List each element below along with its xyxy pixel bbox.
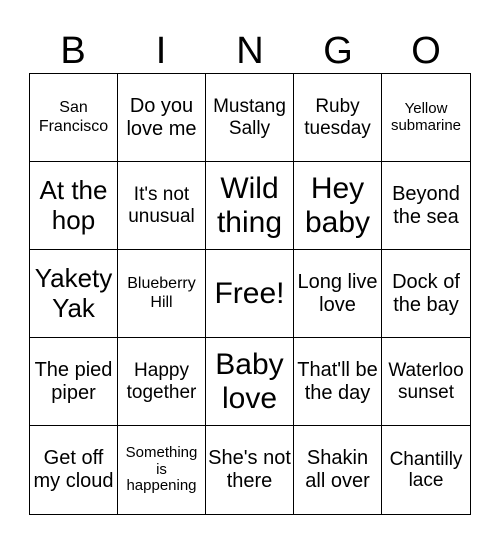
- bingo-square-label: Chantilly lace: [389, 448, 463, 491]
- bingo-square[interactable]: [294, 162, 382, 250]
- bingo-square[interactable]: [382, 426, 470, 514]
- bingo-square-label: Yellow submarine: [390, 99, 462, 134]
- bingo-square[interactable]: [206, 426, 294, 514]
- bingo-square[interactable]: [30, 426, 118, 514]
- bingo-square-label: Waterloo sunset: [388, 360, 464, 403]
- bingo-square-label: Something is happening: [125, 443, 198, 495]
- bingo-square[interactable]: [382, 338, 470, 426]
- bingo-square[interactable]: [294, 426, 382, 514]
- bingo-square[interactable]: [118, 426, 206, 514]
- header-letter-o: O: [411, 30, 441, 72]
- bingo-square-label: Yakety Yak: [34, 263, 113, 323]
- bingo-square-label: At the hop: [39, 175, 108, 235]
- bingo-square-label: Mustang Sally: [213, 96, 286, 139]
- bingo-square-label: The pied piper: [34, 358, 113, 404]
- bingo-square[interactable]: [30, 250, 118, 338]
- bingo-square[interactable]: [206, 162, 294, 250]
- bingo-square-label: Do you love me: [126, 94, 197, 140]
- bingo-square[interactable]: [118, 74, 206, 162]
- bingo-square-label: Hey baby: [304, 171, 371, 239]
- bingo-square[interactable]: [294, 74, 382, 162]
- bingo-square[interactable]: [118, 250, 206, 338]
- bingo-square[interactable]: [382, 162, 470, 250]
- header-letter-b: B: [60, 30, 86, 72]
- bingo-square-label: Long live love: [297, 270, 378, 316]
- bingo-square-label: Get off my cloud: [33, 447, 114, 492]
- bingo-square-label: Blueberry Hill: [127, 275, 196, 311]
- bingo-square[interactable]: [118, 162, 206, 250]
- bingo-square[interactable]: [118, 338, 206, 426]
- bingo-square-label: San Francisco: [38, 99, 109, 135]
- bingo-square[interactable]: [382, 74, 470, 162]
- bingo-square[interactable]: [206, 250, 294, 338]
- bingo-square-label: It's not unusual: [128, 184, 195, 227]
- bingo-square[interactable]: [294, 250, 382, 338]
- bingo-square[interactable]: [206, 338, 294, 426]
- bingo-square-label: She's not there: [208, 447, 291, 492]
- bingo-square-label: Wild thing: [216, 171, 283, 239]
- bingo-card: [29, 73, 471, 515]
- bingo-square[interactable]: [382, 250, 470, 338]
- header-letter-i: I: [155, 30, 167, 72]
- header-letter-n: N: [236, 30, 264, 72]
- header-letter-g: G: [323, 30, 353, 72]
- bingo-square-label: Shakin all over: [305, 447, 370, 492]
- bingo-square-label: That'll be the day: [297, 358, 378, 404]
- bingo-square-label: Dock of the bay: [392, 270, 460, 316]
- bingo-square-label: Free!: [214, 276, 285, 310]
- bingo-square-label: Beyond the sea: [392, 182, 460, 228]
- bingo-square[interactable]: [30, 162, 118, 250]
- bingo-square[interactable]: [294, 338, 382, 426]
- bingo-square[interactable]: [30, 338, 118, 426]
- bingo-square[interactable]: [30, 74, 118, 162]
- bingo-square-label: Baby love: [215, 347, 284, 415]
- bingo-header: [29, 28, 471, 74]
- bingo-square[interactable]: [206, 74, 294, 162]
- bingo-square-label: Ruby tuesday: [304, 96, 371, 139]
- bingo-square-label: Happy together: [126, 360, 197, 403]
